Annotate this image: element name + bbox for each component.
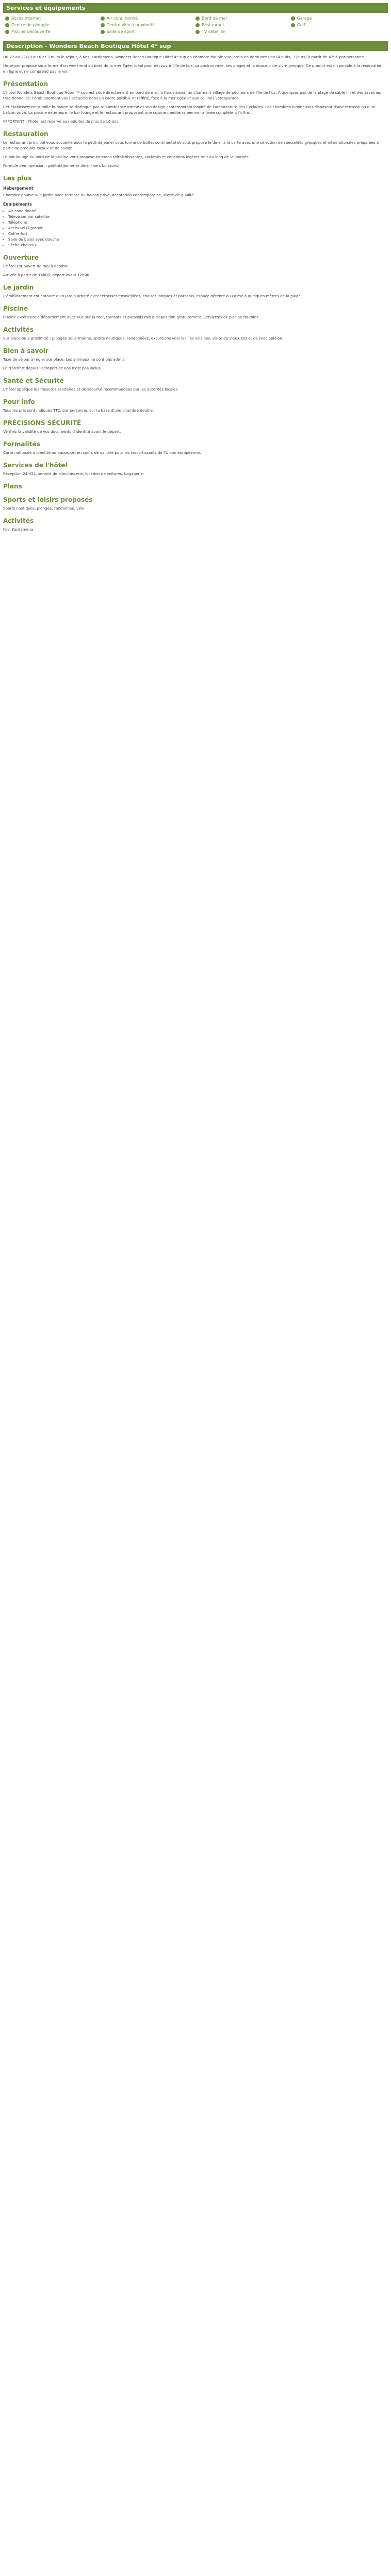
golf-icon [291, 23, 295, 27]
town-icon [101, 23, 105, 27]
section-title: Ouverture [3, 254, 39, 261]
paragraph: Taxe de séjour à régler sur place. Les animaux ne sont pas admis. [3, 357, 126, 362]
section-title: Restauration [3, 130, 48, 138]
list-item: • Air conditionné [8, 208, 388, 214]
paragraph: Du 22 au 27/10 au 6 et 3 nuits le séjour, à Kos, Kardamena, Wonders Beach Boutique Hôtel 4* sup en chambre double vue jardin en demi-pension (4 nuits, 3 jours) à partir de 479€ par personne. [3, 55, 365, 59]
section-title: PRÉCISIONS SÉCURITÉ [3, 419, 82, 427]
paragraph: Un séjour proposé sous forme d'un week-end au bord de la mer Égée, idéal pour découvrir l'île de Kos, sa gastronomie, ses plages et la douceur de vivre grecque. Ce produit est disponible à la réservation en ligne et ne comprend pas le vol. [3, 63, 383, 74]
services-grid [3, 13, 388, 38]
section-title: Formalités [3, 440, 40, 448]
paragraph: Piscine extérieure à débordement avec vue sur la mer, transats et parasols mis à disposition gratuitement. Serviettes de piscine fournies. [3, 315, 260, 319]
service-item [5, 23, 101, 27]
list-item: • Salle de bains avec douche [8, 236, 388, 242]
paragraph: Sports nautiques, plongée, randonnée, vélo. [3, 506, 86, 511]
list-item: • Téléphone [8, 219, 388, 225]
list-item: • Télévision par satellite [8, 214, 388, 219]
service-label: Centre-ville à proximité [106, 23, 155, 27]
service-item [196, 16, 291, 21]
section-title: Bien à savoir [3, 347, 48, 354]
service-label: Bord de mer [202, 16, 227, 21]
description-content [3, 54, 388, 532]
list-item: • Coffre-fort [8, 231, 388, 236]
description-header: Description - Wonders Beach Boutique Hôtel 4* sup [3, 41, 388, 51]
section-title: Les plus [3, 175, 32, 182]
service-item [291, 16, 386, 21]
sea-icon [196, 16, 200, 21]
paragraph: L'hôtel est ouvert de mai à octobre. [3, 264, 70, 268]
paragraph: Vérifiez la validité de vos documents d'identité avant le départ. [3, 429, 121, 434]
paragraph: L'hôtel applique les mesures sanitaires et de sécurité recommandées par les autorités locales. [3, 387, 179, 392]
service-label: Restaurant [202, 23, 224, 27]
paragraph: Kos, Kardamena [3, 527, 34, 532]
service-label: Air conditionné [106, 16, 138, 21]
section-subhead: Hébergement [3, 186, 34, 191]
section-title: Le jardin [3, 284, 34, 291]
list [3, 208, 388, 248]
service-item [5, 29, 101, 34]
paragraph: Tous les prix sont indiqués TTC, par personne, sur la base d'une chambre double. [3, 408, 154, 413]
paragraph: Cet établissement à taille humaine se distingue par son ambiance intime et son design contemporain inspiré de l'architecture des Cyclades. Les chambres lumineuses disposent d'une terrasse ou d'un balcon privé. La piscine extérieure, le bar lounge et le restaurant proposant une cuisine méditerranéenne raffinée complètent l'offre. [3, 105, 376, 115]
service-label: Salle de sport [106, 29, 135, 34]
service-item [196, 29, 291, 34]
section-title: Santé et Sécurité [3, 377, 64, 384]
section-title: Plans [3, 483, 22, 490]
wheelchair-icon [5, 16, 9, 21]
section-subhead: Équipements [3, 202, 32, 207]
restaurant-icon [196, 23, 200, 27]
paragraph: Réception 24h/24, service de blanchisserie, location de voitures, bagagerie. [3, 471, 144, 476]
page [0, 0, 391, 546]
aircon-icon [101, 16, 105, 21]
kids-icon [5, 23, 9, 27]
service-label: TV satellite [202, 29, 225, 34]
paragraph: Carte nationale d'identité ou passeport en cours de validité pour les ressortissants de l'Union européenne. [3, 450, 201, 455]
list-item: • Accès Wi-Fi gratuit [8, 225, 388, 231]
section-title: Présentation [3, 80, 48, 88]
paragraph: Le bar lounge au bord de la piscine vous propose boissons rafraîchissantes, cocktails et collations légères tout au long de la journée. [3, 155, 250, 159]
section-title: Sports et loisirs proposés [3, 496, 93, 503]
sauna-icon [101, 30, 105, 34]
pool-icon [5, 30, 9, 34]
paragraph: Arrivée à partir de 14h00, départ avant 12h00. [3, 273, 91, 277]
service-item [5, 16, 101, 21]
garage-icon [291, 16, 295, 21]
paragraph: IMPORTANT : l'hôtel est réservé aux adultes de plus de 16 ans. [3, 119, 120, 124]
service-label: Accès internet [11, 16, 41, 21]
section-title: Activités [3, 326, 34, 333]
paragraph: L'établissement est entouré d'un jardin arboré avec terrasses ensoleillées, chaises longues et parasols, espace détente au calme à quelques mètres de la plage. [3, 294, 302, 298]
paragraph: Sur place ou à proximité : plongée sous-marine, sports nautiques, randonnées, excursions vers les îles voisines, visite du vieux Kos et de l'Asclépiéion. [3, 336, 284, 341]
paragraph: Chambre double vue jardin avec terrasse ou balcon privé, décoration contemporaine, literie de qualité. [3, 193, 196, 197]
section-title: Piscine [3, 305, 28, 312]
service-item [291, 23, 386, 27]
service-label: Golf [297, 23, 305, 27]
list-item: • Sèche-cheveux [8, 242, 388, 248]
service-item [101, 16, 196, 21]
section-title: Pour info [3, 398, 35, 405]
section-title: Activités [3, 517, 34, 524]
tv-icon [196, 30, 200, 34]
service-item [101, 29, 196, 34]
paragraph: Le restaurant principal vous accueille pour le petit-déjeuner sous forme de buffet continental et vous propose le dîner à la carte avec une sélection de spécialités grecques et internationales préparées à partir de produits locaux et de saison. [3, 140, 379, 150]
section-title: Services de l'hôtel [3, 462, 68, 469]
paragraph: Le transfert depuis l'aéroport de Kos n'est pas inclus. [3, 366, 102, 370]
paragraph: Formule demi-pension : petit-déjeuner et dîner (hors boissons). [3, 163, 121, 168]
service-label: Centre de plongée [11, 23, 50, 27]
service-label: Garage [297, 16, 312, 21]
services-header: Services et équipements [3, 3, 388, 13]
service-item [196, 23, 291, 27]
service-item [101, 23, 196, 27]
paragraph: L'hôtel Wonders Beach Boutique Hôtel 4* sup est situé directement en bord de mer, à Kardamena, un charmant village de pêcheurs de l'île de Kos. À quelques pas de la plage de sable fin et des tavernes traditionnelles, l'établissement vous accueille dans un cadre paisible et raffiné, face à la mer Égée et aux collines verdoyantes. [3, 90, 381, 100]
service-label: Piscine découverte [11, 29, 51, 34]
